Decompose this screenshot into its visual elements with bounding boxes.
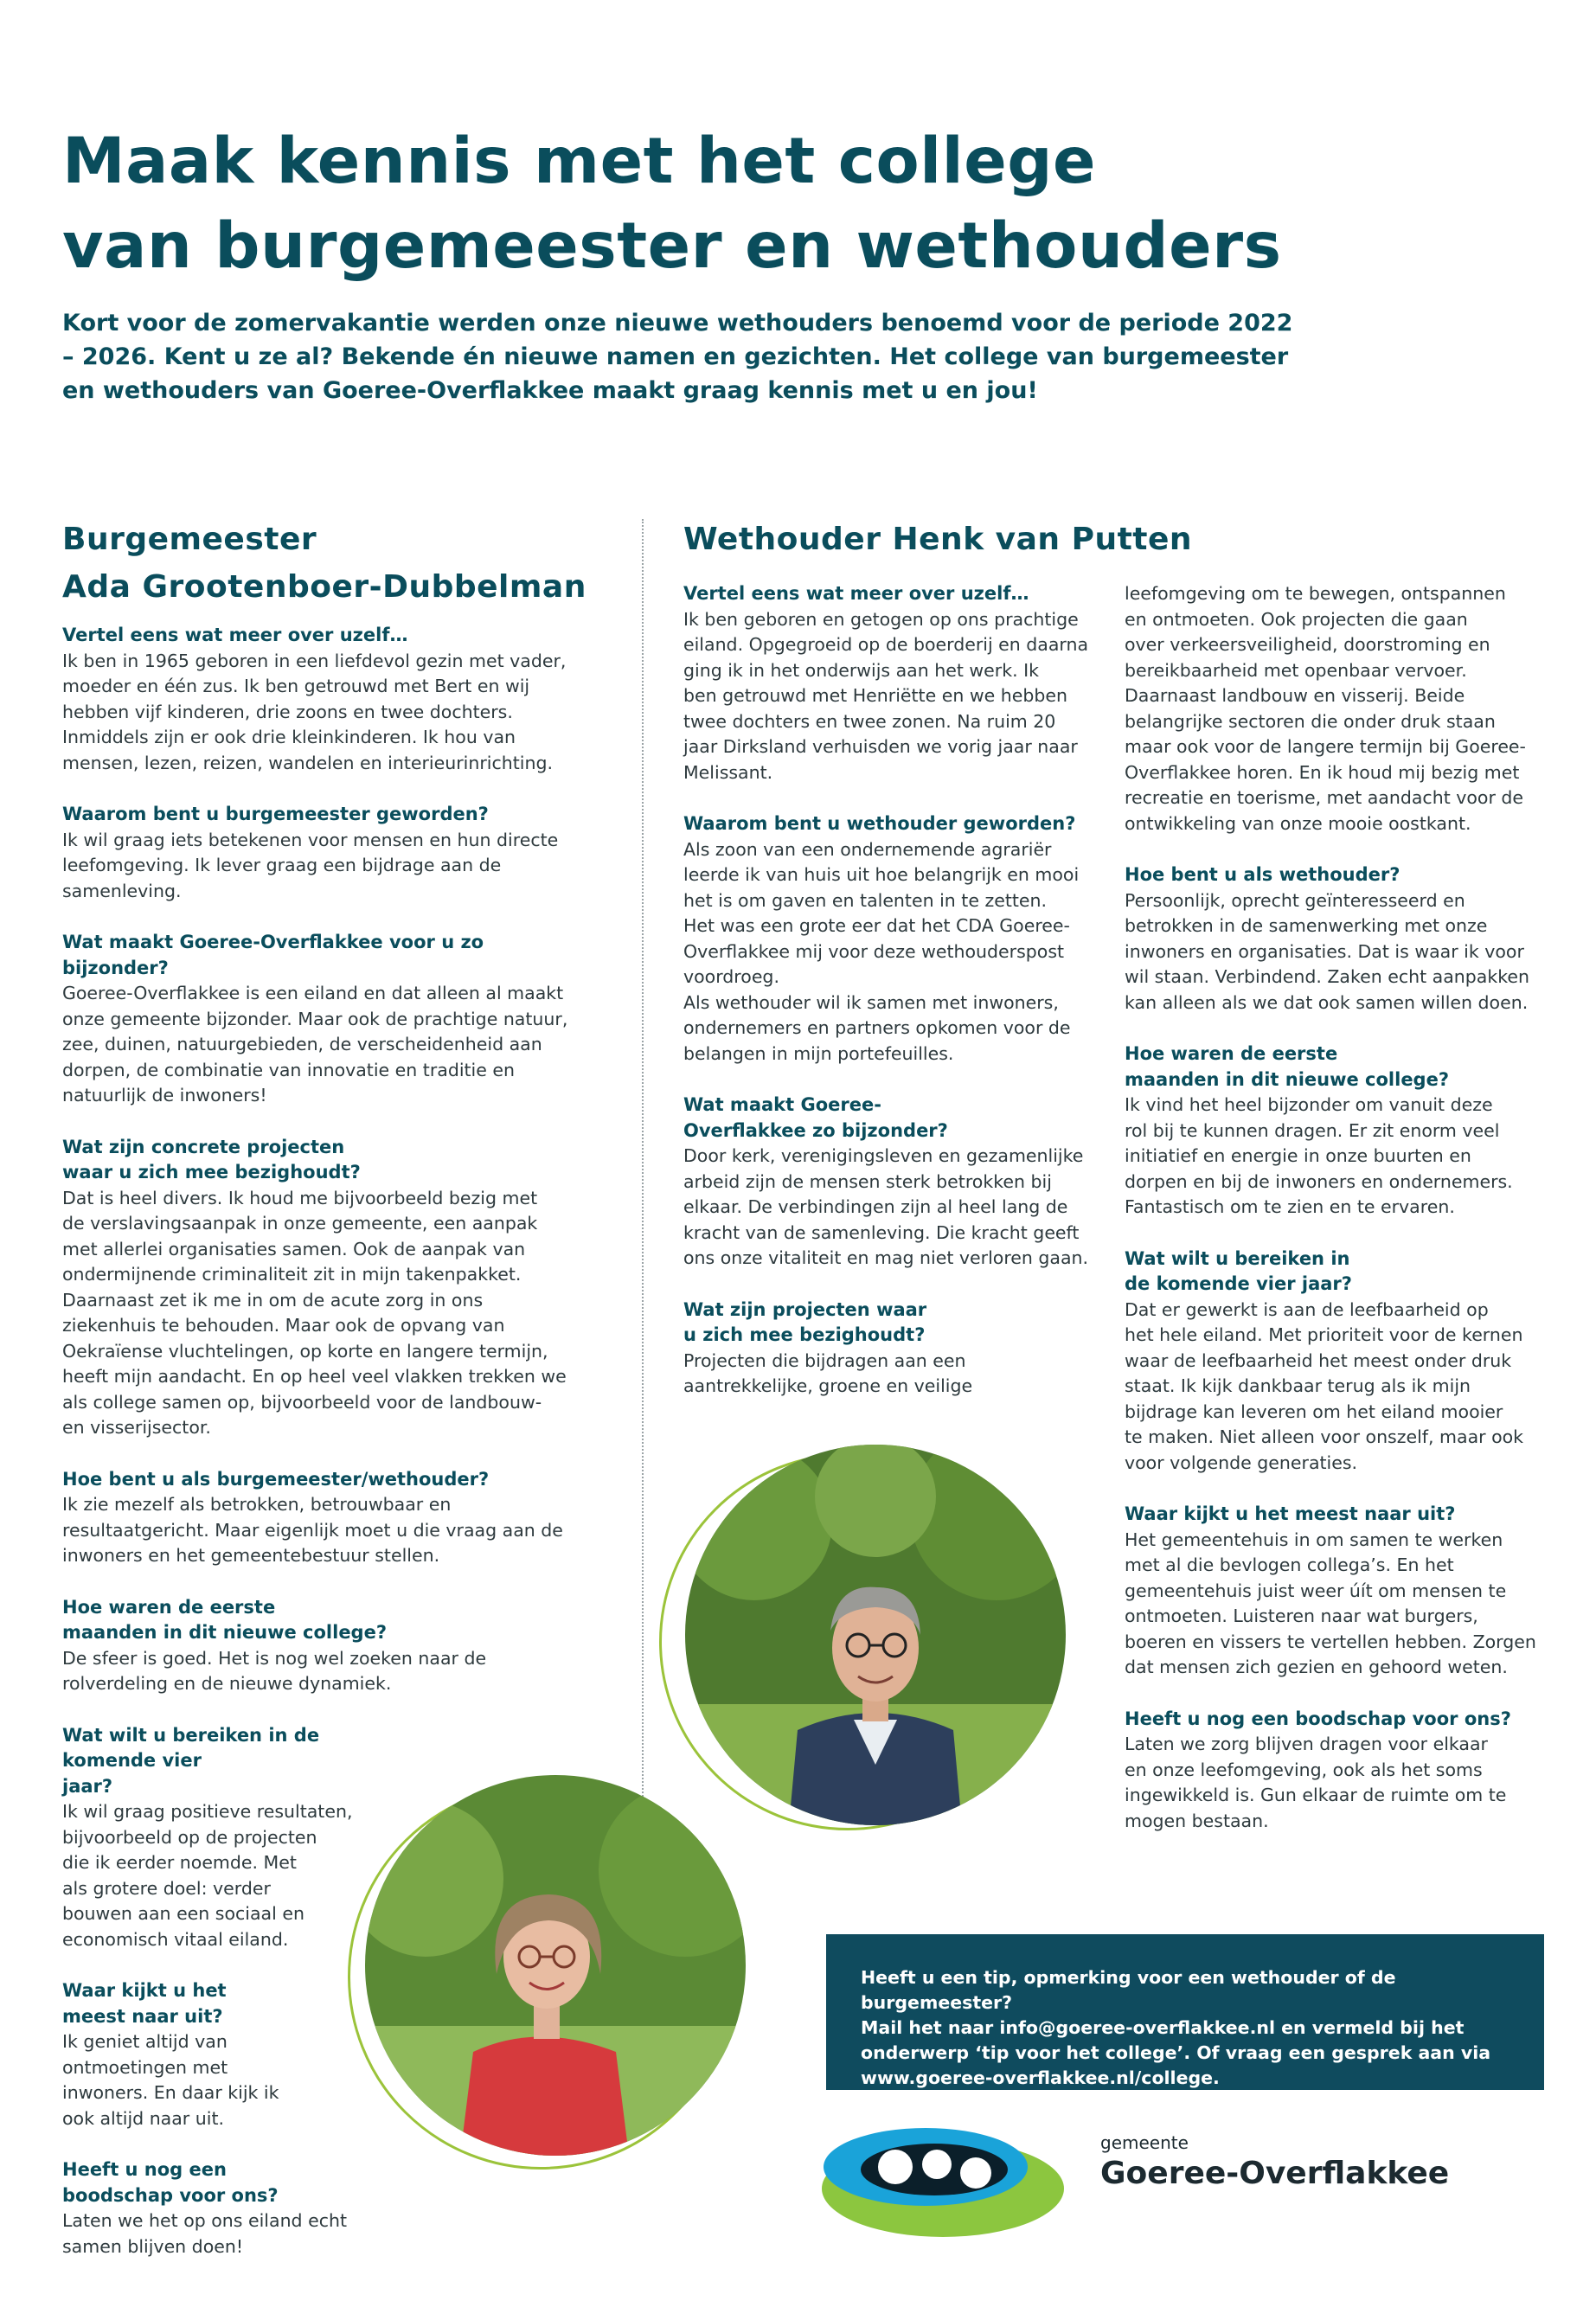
contact-text xyxy=(861,1965,1509,2091)
qa-block xyxy=(683,811,1099,1067)
answer-line: dat mensen zich gezien en gehoord weten. xyxy=(1125,1657,1508,1677)
answer xyxy=(62,2208,374,2259)
answer-line: ook altijd naar uit. xyxy=(62,2107,224,2129)
answer xyxy=(683,607,1099,786)
question-line: de komende vier jaar? xyxy=(1125,1273,1352,1294)
answer-line: over verkeersveiligheid, doorstroming en xyxy=(1125,634,1490,655)
answer-line: jaar Dirksland verhuisden we vorig jaar naar xyxy=(683,736,1078,757)
contact-box xyxy=(826,1934,1544,2090)
answer-line: ons onze vitaliteit en mag niet verloren gaan. xyxy=(683,1247,1089,1268)
answer-line: belangen in mijn portefeuilles. xyxy=(683,1042,954,1064)
answer-line: voor volgende generaties. xyxy=(1125,1452,1358,1473)
contact-line: Heeft u een tip, opmerking voor een wethouder of de burgemeester? xyxy=(861,1967,1396,2013)
answer-line: ondernemers en partners opkomen voor de xyxy=(683,1017,1071,1038)
qa-block xyxy=(1125,1502,1540,1681)
question-line: Waarom bent u wethouder geworden? xyxy=(683,813,1076,834)
burgemeester-photo xyxy=(365,1775,746,2156)
answer-line: dorpen, de combinatie van innovatie en traditie en xyxy=(62,1059,515,1080)
question xyxy=(62,1135,590,1186)
question-line: maanden in dit nieuwe college? xyxy=(1125,1068,1450,1090)
answer-line: en visserijsector. xyxy=(62,1417,211,1438)
answer-line: ondermijnende criminaliteit zit in mijn takenpakket. xyxy=(62,1264,522,1285)
qa-block xyxy=(62,802,590,904)
answer-line: bijdrage kan leveren om het eiland mooier xyxy=(1125,1400,1503,1422)
answer-line: ontwikkeling van onze mooie oostkant. xyxy=(1125,812,1471,834)
answer-line: eiland. Opgegroeid op de boerderij en daarna xyxy=(683,634,1089,655)
answer-line: Fantastisch om te zien en te ervaren. xyxy=(1125,1196,1455,1217)
answer-line: ziekenhuis te behouden. Maar ook de opvang van xyxy=(62,1315,505,1336)
title-line: Burgemeester xyxy=(62,522,317,557)
answer-line: economisch vitaal eiland. xyxy=(62,1928,289,1950)
question-line: Waarom bent u burgemeester geworden? xyxy=(62,804,489,824)
qa-block xyxy=(1125,862,1540,1016)
answer-line: ingewikkeld is. Gun elkaar de ruimte om te xyxy=(1125,1785,1507,1805)
answer-line: Het was een grote eer dat het CDA Goeree- xyxy=(683,915,1070,936)
answer-line: twee dochters en twee zonen. Na ruim 20 xyxy=(683,710,1056,732)
answer-line: Oekraïense vluchtelingen, op korte en langere termijn, xyxy=(62,1340,548,1362)
question-line: Wat wilt u bereiken in xyxy=(1125,1247,1350,1269)
question xyxy=(62,930,590,981)
answer-line: De sfeer is goed. Het is nog wel zoeken naar de xyxy=(62,1647,487,1669)
question-line: Waar kijkt u het meest naar uit? xyxy=(1125,1503,1456,1524)
answer-line: natuurlijk de inwoners! xyxy=(62,1085,267,1106)
answer-line: rolverdeling en de nieuwe dynamiek. xyxy=(62,1673,392,1694)
column-divider xyxy=(642,519,644,1834)
answer-line: mogen bestaan. xyxy=(1125,1810,1269,1831)
answer-line: aantrekkelijke, groene en veilige xyxy=(683,1375,973,1396)
answer-line: ontmoeten. Luisteren naar wat burgers, xyxy=(1125,1606,1478,1626)
answer-line: heeft mijn aandacht. En op heel veel vlakken trekken we xyxy=(62,1366,567,1387)
answer-line: onze gemeente bijzonder. Maar ook de prachtige natuur, xyxy=(62,1008,568,1029)
answer-line: ontmoetingen met xyxy=(62,2056,228,2078)
question-line: bijzonder? xyxy=(62,957,169,978)
answer-line: te maken. Niet alleen voor onszelf, maar ook xyxy=(1125,1426,1524,1447)
title-line: Maak kennis met het college xyxy=(62,125,1096,198)
answer-line: Daarnaast zet ik me in om de acute zorg in ons xyxy=(62,1289,484,1311)
answer-line: Melissant. xyxy=(683,761,773,783)
answer-line: arbeid zijn de mensen sterk betrokken bij xyxy=(683,1170,1052,1192)
answer-line: moeder en één zus. Ik ben getrouwd met Bert en wij xyxy=(62,676,530,696)
qa-block xyxy=(683,581,1099,785)
wethouder-photo xyxy=(685,1445,1066,1825)
answer xyxy=(1125,581,1540,836)
answer-line: bouwen aan een sociaal en xyxy=(62,1903,304,1924)
answer-line: rol bij te kunnen dragen. Er zit enorm veel xyxy=(1125,1119,1500,1141)
question-line: Overflakkee zo bijzonder? xyxy=(683,1119,948,1141)
answer-line: Overflakkee horen. En ik houd mij bezig met xyxy=(1125,761,1520,783)
answer-line: Projecten die bijdragen aan een xyxy=(683,1349,966,1371)
question xyxy=(62,1595,590,1646)
answer-line: Als zoon van een ondernemende agrariër xyxy=(683,838,1052,860)
contact-line[interactable]: Mail het naar info@goeree-overflakkee.nl en vermeld bij het xyxy=(861,2017,1465,2038)
answer-line: inwoners. En daar kijk ik xyxy=(62,2082,279,2103)
question xyxy=(62,1467,590,1493)
question xyxy=(683,1093,1099,1144)
question xyxy=(1125,1502,1540,1528)
answer-line: Ik ben in 1965 geboren in een liefdevol gezin met vader, xyxy=(62,650,567,671)
answer-line: Overflakkee mij voor deze wethouderspost xyxy=(683,940,1065,962)
answer-line: hebben vijf kinderen, drie zoons en twee dochters. xyxy=(62,701,513,722)
answer-line: maar ook voor de langere termijn bij Goeree- xyxy=(1125,736,1526,757)
page-title xyxy=(62,119,1446,289)
question-line: maanden in dit nieuwe college? xyxy=(62,1622,388,1643)
question xyxy=(1125,862,1540,888)
question-line: Wat zijn projecten waar xyxy=(683,1298,927,1320)
question-line: Wat maakt Goeree-Overflakkee voor u zo xyxy=(62,932,484,952)
answer xyxy=(62,981,590,1109)
answer-line: Als wethouder wil ik samen met inwoners, xyxy=(683,991,1059,1013)
question xyxy=(683,581,1099,607)
answer-line: inwoners en het gemeentebestuur stellen. xyxy=(62,1545,440,1566)
qa-block xyxy=(62,930,590,1109)
question xyxy=(1125,1247,1540,1298)
question xyxy=(62,1978,374,2029)
question-line: Vertel eens wat meer over uzelf… xyxy=(683,583,1029,604)
answer-line: betrokken in de samenwerking met onze xyxy=(1125,915,1488,936)
qa-block xyxy=(62,1467,590,1569)
answer-line: samen blijven doen! xyxy=(62,2235,244,2257)
answer-line: waar de leefbaarheid het meest onder druk xyxy=(1125,1349,1512,1371)
qa-block xyxy=(62,623,590,776)
question-line: Hoe bent u als wethouder? xyxy=(1125,864,1401,885)
question-line: Hoe waren de eerste xyxy=(62,1596,276,1618)
answer xyxy=(1125,1093,1540,1221)
qa-block xyxy=(1125,1042,1540,1221)
question-line: Heeft u nog een boodschap voor ons? xyxy=(1125,1708,1511,1729)
answer-line: samenleving. xyxy=(62,880,182,901)
answer-line: en onze leefomgeving, ook als het soms xyxy=(1125,1759,1483,1780)
question-line: Heeft u nog een xyxy=(62,2159,227,2180)
answer xyxy=(1125,888,1540,1016)
question-line: Hoe waren de eerste xyxy=(1125,1043,1338,1064)
question-line: Hoe bent u als burgemeester/wethouder? xyxy=(62,1468,490,1490)
answer-line: leerde ik van huis uit hoe belangrijk en mooi xyxy=(683,864,1080,885)
answer-line: gemeentehuis juist weer úít om mensen te xyxy=(1125,1580,1507,1601)
answer-line: wil staan. Verbindend. Zaken echt aanpakken xyxy=(1125,966,1529,987)
contact-line: onderwerp ‘tip voor het college’. Of vraag een gesprek aan via xyxy=(861,2042,1491,2063)
answer-line: Goeree-Overflakkee is een eiland en dat alleen al maakt xyxy=(62,983,564,1003)
burgemeester-title xyxy=(62,516,590,611)
answer-line: initiatief en energie in onze buurten en xyxy=(1125,1145,1471,1166)
answer-line: recreatie en toerisme, met aandacht voor de xyxy=(1125,787,1524,808)
question xyxy=(683,1298,1099,1349)
answer-line: met al die bevlogen collega’s. En het xyxy=(1125,1554,1454,1575)
answer-line: Inmiddels zijn er ook drie kleinkinderen. Ik hou van xyxy=(62,727,516,747)
answer-line: Ik wil graag iets betekenen voor mensen en hun directe xyxy=(62,829,559,850)
answer xyxy=(683,1144,1099,1272)
answer-line: resultaatgericht. Maar eigenlijk moet u die vraag aan de xyxy=(62,1519,563,1541)
qa-block xyxy=(1125,1707,1540,1835)
qa-block xyxy=(62,2157,374,2259)
answer xyxy=(1125,1298,1540,1477)
answer-line: Persoonlijk, oprecht geïnteresseerd en xyxy=(1125,889,1465,911)
answer xyxy=(62,1799,374,1952)
answer-line: belangrijke sectoren die onder druk staan xyxy=(1125,710,1496,732)
answer-line: Laten we zorg blijven dragen voor elkaar xyxy=(1125,1734,1488,1754)
title-line: Ada Grootenboer-Dubbelman xyxy=(62,569,586,605)
answer-line: Daarnaast landbouw en visserij. Beide xyxy=(1125,685,1465,706)
wethouder-title: Wethouder Henk van Putten xyxy=(683,522,1193,557)
intro-text xyxy=(62,306,1343,407)
answer xyxy=(62,1492,590,1569)
answer-line: en ontmoeten. Ook projecten die gaan xyxy=(1125,608,1468,630)
question-line: jaar? xyxy=(62,1775,113,1797)
answer-line: Ik vind het heel bijzonder om vanuit deze xyxy=(1125,1094,1493,1115)
answer-line: Ik geniet altijd van xyxy=(62,2031,228,2052)
answer-line: bereikbaarheid met openbaar vervoer. xyxy=(1125,659,1467,681)
answer-line: met allerlei organisaties samen. Ook de aanpak van xyxy=(62,1238,526,1259)
answer-line: ging ik in het onderwijs aan het werk. Ik xyxy=(683,659,1040,681)
logo-big-text: Goeree-Overflakkee xyxy=(1100,2156,1450,2191)
question-line: Wat wilt u bereiken in de komende vier xyxy=(62,1724,320,1771)
question-line: Vertel eens wat meer over uzelf… xyxy=(62,625,408,645)
answer-line: voordroeg. xyxy=(683,966,779,987)
answer-line: de verslavingsaanpak in onze gemeente, een aanpak xyxy=(62,1213,538,1234)
burgemeester-photo-image xyxy=(365,1775,746,2156)
answer-line: het hele eiland. Met prioriteit voor de kernen xyxy=(1125,1324,1523,1345)
qa-block xyxy=(62,1978,374,2131)
answer xyxy=(1125,1528,1540,1681)
question xyxy=(62,2157,374,2208)
answer xyxy=(62,828,590,905)
answer xyxy=(683,837,1099,1067)
logo-text xyxy=(1100,2131,1449,2194)
answer-line: zee, duinen, natuurgebieden, de verscheidenheid aan xyxy=(62,1034,542,1054)
answer-line: kan alleen als we dat ook samen willen doen. xyxy=(1125,991,1529,1013)
answer-line: het is om gaven en talenten in te zetten. xyxy=(683,889,1048,911)
wethouder-photo-image xyxy=(685,1445,1066,1825)
logo-mark-icon xyxy=(822,2119,1073,2240)
question xyxy=(683,811,1099,837)
answer-line: Dat er gewerkt is aan de leefbaarheid op xyxy=(1125,1298,1489,1320)
answer-line: Laten we het op ons eiland echt xyxy=(62,2210,348,2231)
answer-line: Ik ben geboren en getogen op ons prachtige xyxy=(683,608,1079,630)
answer-line: Ik wil graag positieve resultaten, xyxy=(62,1801,353,1822)
contact-line[interactable]: www.goeree-overflakkee.nl/college. xyxy=(861,2067,1220,2088)
logo-small-text: gemeente xyxy=(1100,2132,1189,2153)
question xyxy=(62,1723,374,1800)
answer xyxy=(1125,1732,1540,1834)
question-line: Wat zijn concrete projecten xyxy=(62,1136,345,1157)
qa-block xyxy=(62,1595,590,1697)
answer xyxy=(62,1646,590,1697)
question-line: meest naar uit? xyxy=(62,2005,223,2027)
answer-line: Door kerk, verenigingsleven en gezamenlijke xyxy=(683,1145,1084,1166)
question xyxy=(62,623,590,649)
municipality-logo xyxy=(822,2119,1073,2240)
answer-line: die ik eerder noemde. Met xyxy=(62,1852,297,1873)
question-line: u zich mee bezighoudt? xyxy=(683,1324,926,1345)
question xyxy=(1125,1042,1540,1093)
wethouder-column-a xyxy=(683,581,1099,1426)
answer xyxy=(62,1186,590,1441)
answer-line: als grotere doel: verder xyxy=(62,1877,271,1899)
answer-line: leefomgeving om te bewegen, ontspannen xyxy=(1125,583,1506,604)
title-line: van burgemeester en wethouders xyxy=(62,209,1282,283)
question-line: Waar kijkt u het xyxy=(62,1980,227,2001)
question xyxy=(1125,1707,1540,1733)
question xyxy=(62,802,590,828)
answer-line: kracht van de samenleving. Die kracht geeft xyxy=(683,1221,1080,1243)
answer-line: dorpen en bij de inwoners en ondernemers. xyxy=(1125,1170,1513,1192)
question-line: Wat maakt Goeree- xyxy=(683,1094,881,1115)
wethouder-column-b xyxy=(1125,581,1540,1860)
answer-line: elkaar. De verbindingen zijn al heel lang de xyxy=(683,1196,1068,1217)
intro-line: en wethouders van Goeree-Overflakkee maakt graag kennis met u en jou! xyxy=(62,377,1038,404)
answer-line: leefomgeving. Ik lever graag een bijdrage aan de xyxy=(62,855,502,875)
answer-line: Ik zie mezelf als betrokken, betrouwbaar en xyxy=(62,1494,452,1515)
answer-line: mensen, lezen, reizen, wandelen en interieurinrichting. xyxy=(62,752,553,773)
qa-block xyxy=(683,1298,1099,1400)
answer-line: staat. Ik kijk dankbaar terug als ik mijn xyxy=(1125,1375,1471,1396)
answer-line: boeren en vissers te vertellen hebben. Zorgen xyxy=(1125,1631,1536,1652)
qa-block xyxy=(1125,581,1540,836)
answer-line: Het gemeentehuis in om samen te werken xyxy=(1125,1529,1503,1550)
intro-line: – 2026. Kent u ze al? Bekende én nieuwe namen en gezichten. Het college van burgemeester xyxy=(62,343,1289,370)
question-line: waar u zich mee bezighoudt? xyxy=(62,1162,361,1183)
answer xyxy=(62,2029,374,2131)
qa-block xyxy=(1125,1247,1540,1477)
burgemeester-portrait xyxy=(348,1775,746,2182)
answer-line: als college samen op, bijvoorbeeld voor de landbouw- xyxy=(62,1391,542,1413)
answer xyxy=(62,649,590,777)
qa-block xyxy=(683,1093,1099,1272)
answer xyxy=(683,1349,1099,1400)
intro-line: Kort voor de zomervakantie werden onze nieuwe wethouders benoemd voor de periode 2022 xyxy=(62,310,1293,336)
answer-line: bijvoorbeeld op de projecten xyxy=(62,1826,317,1848)
qa-block xyxy=(62,1723,374,1953)
question-line: boodschap voor ons? xyxy=(62,2184,279,2206)
qa-block xyxy=(62,1135,590,1441)
answer-line: Dat is heel divers. Ik houd me bijvoorbeeld bezig met xyxy=(62,1187,538,1208)
answer-line: ben getrouwd met Henriëtte en we hebben xyxy=(683,685,1067,706)
answer-line: inwoners en organisaties. Dat is waar ik voor xyxy=(1125,940,1524,962)
